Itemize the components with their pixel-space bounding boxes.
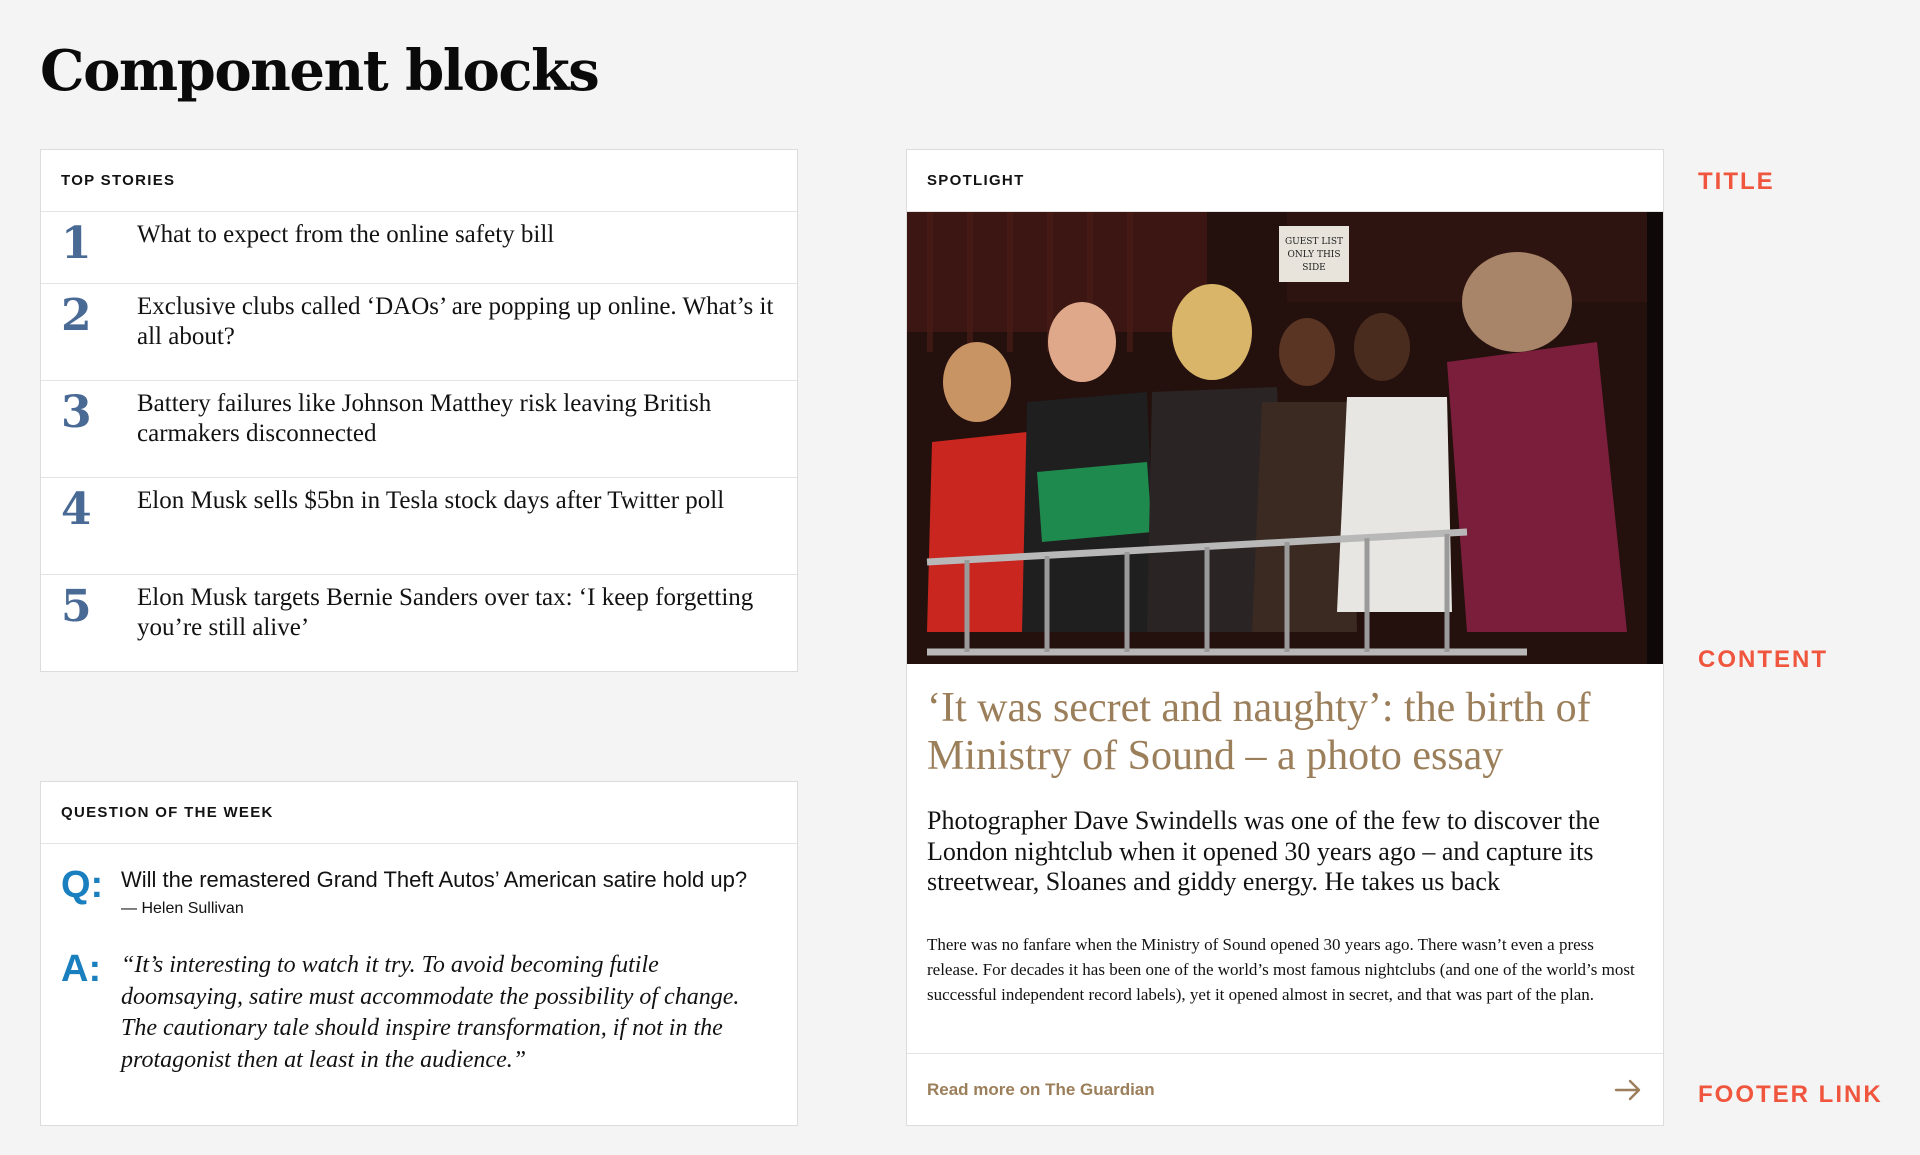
- spotlight-card: [906, 149, 1664, 1126]
- spotlight-headline[interactable]: ‘It was secret and naughty’: the birth of Ministry of Sound – a photo essay: [927, 685, 1591, 779]
- page-title: Component blocks: [40, 38, 599, 104]
- story-item[interactable]: [41, 478, 797, 575]
- spotlight-photo[interactable]: [907, 212, 1663, 664]
- story-number: 4: [61, 484, 92, 535]
- story-link[interactable]: Battery failures like Johnson Matthey risk leaving British carmakers disconnected: [137, 390, 712, 447]
- spotlight-header: SPOTLIGHT: [907, 150, 1663, 212]
- story-link[interactable]: Exclusive clubs called ‘DAOs’ are popping up online. What’s it all about?: [137, 293, 774, 350]
- top-stories-header: TOP STORIES: [41, 150, 797, 212]
- spotlight-body: There was no fanfare when the Ministry of Sound opened 30 years ago. There wasn’t even a press release. For decades it has been one of the world’s most famous nightclubs (and one of the world’s most successful independent record labels), yet it opened almost in secret, and that was part of the plan.: [927, 934, 1635, 1004]
- spotlight-footer[interactable]: [907, 1053, 1663, 1125]
- svg-text:ONLY THIS: ONLY THIS: [1287, 250, 1341, 260]
- question-author: — Helen Sullivan: [121, 900, 244, 917]
- story-item[interactable]: [41, 575, 797, 671]
- story-link[interactable]: Elon Musk sells $5bn in Tesla stock days after Twitter poll: [137, 487, 725, 514]
- story-number: 1: [61, 218, 92, 269]
- story-link[interactable]: What to expect from the online safety bill: [137, 221, 555, 248]
- story-item[interactable]: [41, 284, 797, 381]
- story-number: 5: [61, 581, 92, 632]
- question-row: [41, 844, 797, 918]
- svg-text:GUEST LIST: GUEST LIST: [1284, 237, 1344, 247]
- a-label: A:: [61, 948, 102, 990]
- question-of-the-week-card: [40, 781, 798, 1126]
- story-item[interactable]: [41, 212, 797, 284]
- question-text: Will the remastered Grand Theft Autos’ American satire hold up?: [121, 867, 748, 892]
- story-link[interactable]: Elon Musk targets Bernie Sanders over tax: ‘I keep forgetting you’re still alive’: [137, 584, 754, 641]
- top-stories-card: [40, 149, 798, 672]
- annotation-title: TITLE: [1698, 168, 1775, 195]
- read-more-link[interactable]: Read more on The Guardian: [927, 1079, 1155, 1099]
- svg-text:SIDE: SIDE: [1302, 263, 1326, 273]
- story-number: 3: [61, 387, 92, 438]
- qotw-header: QUESTION OF THE WEEK: [41, 782, 797, 844]
- q-label: Q:: [61, 864, 104, 906]
- story-number: 2: [61, 290, 92, 341]
- nightclub-queue-photo: [907, 212, 1663, 664]
- annotation-content: CONTENT: [1698, 646, 1828, 673]
- spotlight-standfirst: Photographer Dave Swindells was one of the few to discover the London nightclub when it opened 30 years ago – and capture its streetwear, Sloanes and giddy energy. He takes us back: [927, 806, 1600, 896]
- answer-row: [41, 918, 797, 1076]
- story-item[interactable]: [41, 381, 797, 478]
- answer-text: “It’s interesting to watch it try. To avoid becoming futile doomsaying, satire must accommodate the possibility of change. The cautionary tale should inspire transformation, if not in the protagonist then at least in the audience.”: [121, 952, 740, 1073]
- arrow-right-icon[interactable]: [1613, 1075, 1643, 1105]
- annotation-footer-link: FOOTER LINK: [1698, 1081, 1883, 1108]
